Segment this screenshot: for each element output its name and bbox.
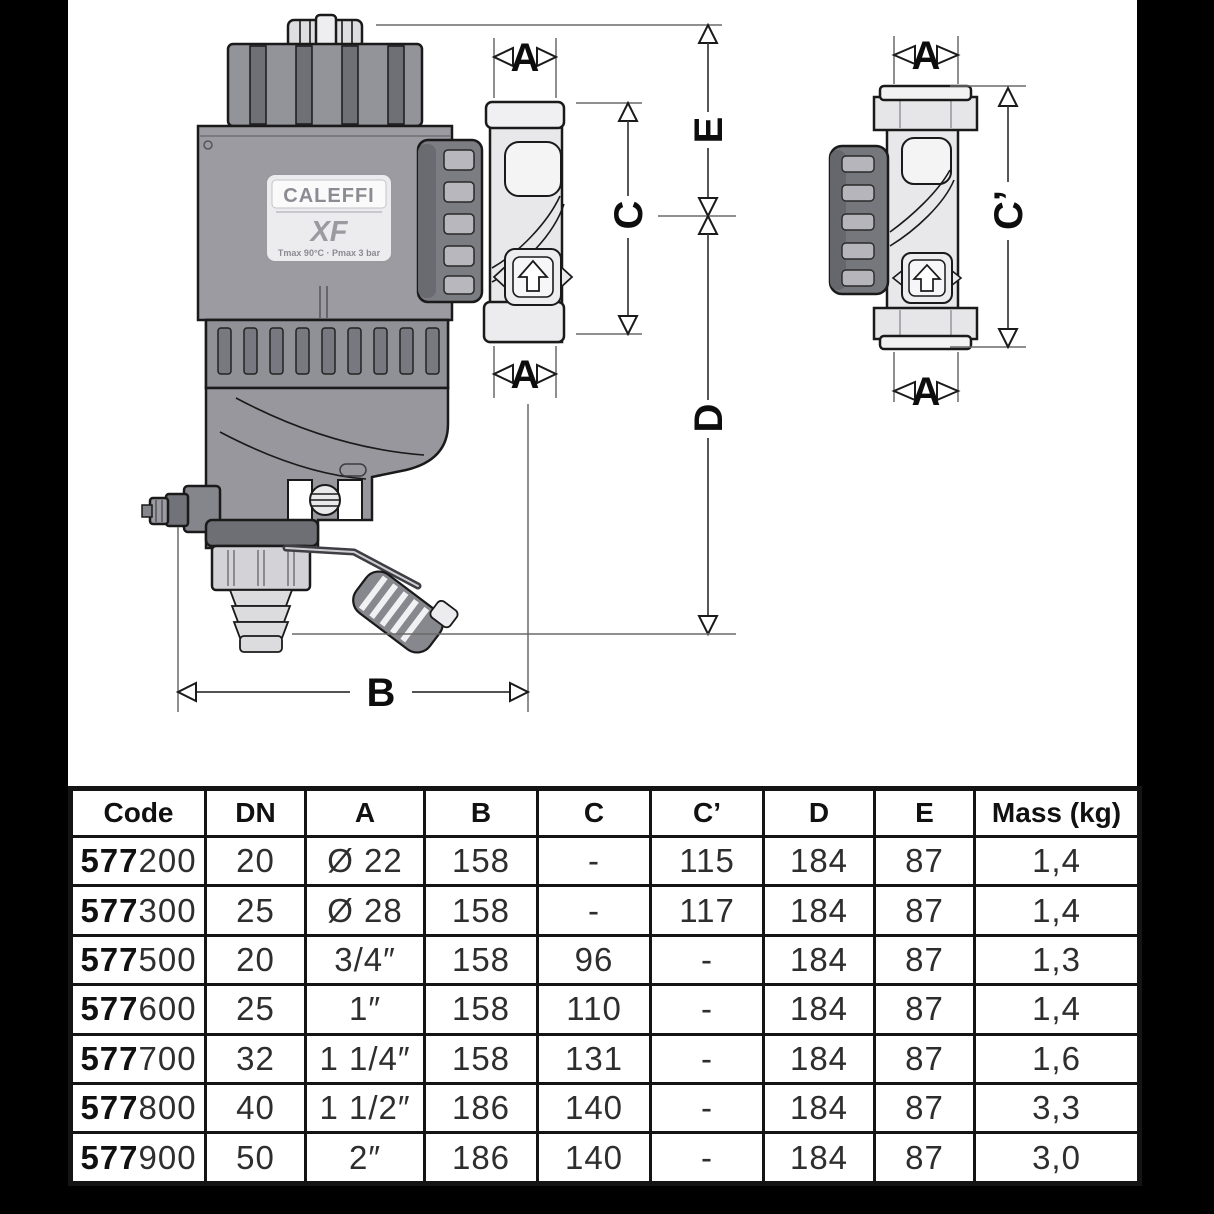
- table-header-row: [71, 789, 1140, 837]
- paper: [68, 0, 1137, 1186]
- cell-c: -: [538, 886, 651, 935]
- cell-code: [71, 886, 206, 935]
- cell-dn: 25: [206, 985, 306, 1034]
- cell-code: [71, 837, 206, 886]
- cell-dn: 25: [206, 886, 306, 935]
- spec-table: [68, 786, 1142, 1186]
- dim-label-e: E: [687, 116, 731, 144]
- dim-a-bottom-right: [894, 352, 958, 414]
- spec-table-wrap: [68, 786, 1137, 1186]
- code-suffix: 300: [138, 891, 197, 929]
- col-header-a: A: [306, 789, 425, 837]
- cell-dn: 32: [206, 1034, 306, 1083]
- cell-c: 140: [538, 1083, 651, 1132]
- cell-code: [71, 935, 206, 984]
- cell-a: Ø 28: [306, 886, 425, 935]
- cell-mass: 3,3: [975, 1083, 1140, 1132]
- table-row: [71, 1034, 1140, 1083]
- cell-code: [71, 985, 206, 1034]
- cell-c: -: [538, 837, 651, 886]
- code-prefix: 577: [80, 1138, 139, 1176]
- col-header-c: C: [538, 789, 651, 837]
- code-prefix: 577: [80, 1089, 139, 1127]
- ribbed-ring: [206, 320, 448, 388]
- col-header-code: Code: [71, 789, 206, 837]
- compression-nut-top: [874, 86, 977, 130]
- cell-code: [71, 1034, 206, 1083]
- dim-label-a-bottom-right: A: [911, 370, 941, 414]
- cell-dn: 50: [206, 1133, 306, 1184]
- table-row: [71, 1083, 1140, 1132]
- dim-c: [576, 103, 651, 334]
- cell-e: 87: [875, 1133, 975, 1184]
- cell-e: 87: [875, 1083, 975, 1132]
- dim-label-c: C: [607, 200, 651, 230]
- cell-d: 184: [764, 1083, 875, 1132]
- table-row: [71, 935, 1140, 984]
- cell-mass: 3,0: [975, 1133, 1140, 1184]
- emblem-plate: [505, 142, 561, 196]
- cell-c: 131: [538, 1034, 651, 1083]
- code-suffix: 900: [138, 1138, 197, 1176]
- code-prefix: 577: [80, 891, 139, 929]
- cell-a: 1 1/4″: [306, 1034, 425, 1083]
- lever-knurled-cap: [347, 556, 460, 662]
- cell-e: 87: [875, 985, 975, 1034]
- drain-valve: [206, 520, 318, 652]
- code-suffix: 200: [138, 842, 197, 880]
- cell-e: 87: [875, 886, 975, 935]
- dim-label-d: D: [687, 403, 731, 433]
- cell-mass: 1,4: [975, 837, 1140, 886]
- spring-bracket: [288, 480, 362, 520]
- dirt-separator-drawing: [142, 15, 572, 661]
- flow-direction-icon: [494, 249, 572, 305]
- drain-lever: [286, 548, 460, 661]
- cell-d: 184: [764, 837, 875, 886]
- cell-c: 140: [538, 1133, 651, 1184]
- cell-c-prime: 115: [651, 837, 764, 886]
- cell-e: 87: [875, 935, 975, 984]
- cell-mass: 1,6: [975, 1034, 1140, 1083]
- cell-d: 184: [764, 1133, 875, 1184]
- col-header-c-prime: C’: [651, 789, 764, 837]
- col-header-e: E: [875, 789, 975, 837]
- union-nut: [418, 140, 482, 302]
- compression-nut-bottom: [874, 308, 977, 349]
- dim-label-a-bottom: A: [510, 353, 540, 397]
- col-header-dn: DN: [206, 789, 306, 837]
- dim-label-b: B: [366, 671, 396, 715]
- dim-label-a-top-right: A: [911, 34, 941, 78]
- dim-label-a-top: A: [510, 36, 540, 80]
- cell-a: 1″: [306, 985, 425, 1034]
- hose-barb: [230, 590, 292, 652]
- cell-e: 87: [875, 1034, 975, 1083]
- cell-mass: 1,4: [975, 886, 1140, 935]
- col-header-mass: Mass (kg): [975, 789, 1140, 837]
- top-cap: [228, 44, 422, 126]
- dim-e: [658, 25, 736, 216]
- cell-c: 110: [538, 985, 651, 1034]
- table-row: [71, 985, 1140, 1034]
- code-prefix: 577: [80, 842, 139, 880]
- table-row: [71, 886, 1140, 935]
- fitting-drawing: [830, 86, 977, 349]
- flow-direction-icon-right: [893, 253, 961, 303]
- cell-b: 158: [425, 886, 538, 935]
- cell-c-prime: -: [651, 935, 764, 984]
- cell-d: 184: [764, 886, 875, 935]
- code-suffix: 600: [138, 990, 197, 1028]
- cell-b: 158: [425, 1034, 538, 1083]
- code-prefix: 577: [80, 1039, 139, 1077]
- col-header-d: D: [764, 789, 875, 837]
- dim-a-top-right: [894, 34, 958, 84]
- cell-b: 158: [425, 935, 538, 984]
- brand-name: CALEFFI: [283, 185, 375, 207]
- dim-a-bottom: [494, 346, 556, 398]
- technical-drawing: [68, 0, 1137, 786]
- model-name: XF: [310, 216, 348, 248]
- cell-c: 96: [538, 935, 651, 984]
- side-union-nut: [830, 146, 888, 294]
- cell-e: 87: [875, 837, 975, 886]
- cell-a: 1 1/2″: [306, 1083, 425, 1132]
- rating-text: Tmax 90°C · Pmax 3 bar: [277, 248, 381, 258]
- cell-dn: 40: [206, 1083, 306, 1132]
- cell-code: [71, 1133, 206, 1184]
- code-suffix: 800: [138, 1089, 197, 1127]
- cell-code: [71, 1083, 206, 1132]
- cell-b: 186: [425, 1083, 538, 1132]
- cell-mass: 1,3: [975, 935, 1140, 984]
- cell-c-prime: -: [651, 1083, 764, 1132]
- table-row: [71, 837, 1140, 886]
- cell-c-prime: -: [651, 1133, 764, 1184]
- code-suffix: 700: [138, 1039, 197, 1077]
- cell-c-prime: -: [651, 985, 764, 1034]
- cell-a: 2″: [306, 1133, 425, 1184]
- cell-d: 184: [764, 985, 875, 1034]
- cell-c-prime: 117: [651, 886, 764, 935]
- cell-c-prime: -: [651, 1034, 764, 1083]
- cell-dn: 20: [206, 935, 306, 984]
- dim-label-c-prime: C’: [987, 190, 1031, 230]
- cell-b: 186: [425, 1133, 538, 1184]
- col-header-b: B: [425, 789, 538, 837]
- emblem-plate-right: [902, 138, 951, 184]
- code-prefix: 577: [80, 940, 139, 978]
- cell-a: 3/4″: [306, 935, 425, 984]
- cell-d: 184: [764, 935, 875, 984]
- table-row: [71, 1133, 1140, 1184]
- cell-b: 158: [425, 985, 538, 1034]
- cell-dn: 20: [206, 837, 306, 886]
- tee-fitting: [484, 102, 572, 342]
- code-prefix: 577: [80, 990, 139, 1028]
- dim-a-top: [494, 36, 556, 98]
- cell-d: 184: [764, 1034, 875, 1083]
- brand-label: [266, 174, 392, 262]
- code-suffix: 500: [138, 940, 197, 978]
- cell-b: 158: [425, 837, 538, 886]
- cell-a: Ø 22: [306, 837, 425, 886]
- cell-mass: 1,4: [975, 985, 1140, 1034]
